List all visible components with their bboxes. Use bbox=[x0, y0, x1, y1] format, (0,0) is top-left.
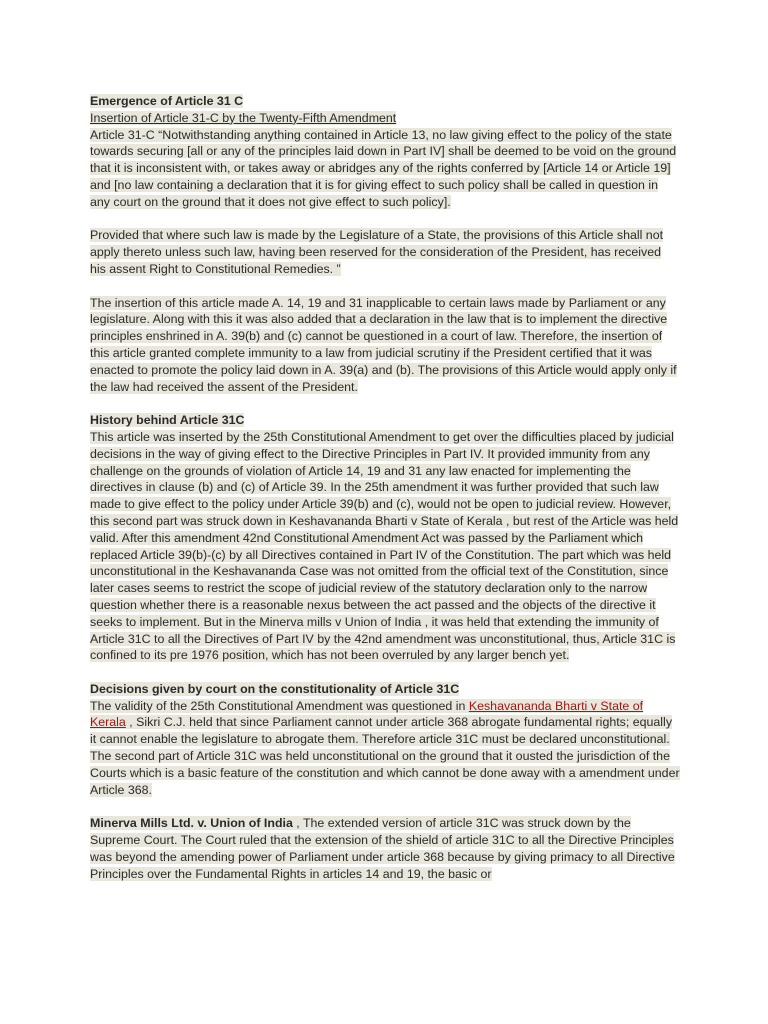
paragraph-insertion-effect-text: The insertion of this article made A. 14, 19 and 31 inapplicable to certain laws made by Parliament or any legislature. Along with this it was also added that a declaration in the law that is to implement the directive principles enshrined in A. 39(b) and (c) cannot be questioned in a court of law. Therefore, the insertion of this article granted complete immunity to a law from judicial scrutiny if the President certified that it was enacted to promote the policy laid down in A. 39(a) and (b). The provisions of this Article would apply only if the law had received the assent of the President. bbox=[90, 295, 677, 394]
heading-history: History behind Article 31C bbox=[90, 413, 245, 428]
section-emergence bbox=[90, 93, 680, 211]
section-history bbox=[90, 412, 680, 664]
document-page bbox=[90, 93, 680, 882]
paragraph-proviso bbox=[90, 227, 680, 277]
paragraph-decisions-text-end: , Sikri C.J. held that since Parliament cannot under article 368 abrogate fundamental rights; equally it cannot enable the legislature to abrogate them. Therefore article 31C must be declared unconstitutional. The second part of Article 31C was held unconstitutional on the ground that it ousted the jurisdiction of the Courts which is a basic feature of the constitution and which cannot be done away with a amendment under Article 368. bbox=[90, 715, 680, 797]
paragraph-decisions-text-start: The validity of the 25th Constitutional Amendment was questioned in bbox=[90, 698, 469, 713]
subheading-insertion: Insertion of Article 31-C by the Twenty-Fifth Amendment bbox=[90, 110, 397, 125]
section-decisions bbox=[90, 681, 680, 799]
case-name-minerva: Minerva Mills Ltd. v. Union of India bbox=[90, 816, 293, 831]
heading-emergence: Emergence of Article 31 C bbox=[90, 94, 244, 108]
paragraph-minerva bbox=[90, 815, 680, 882]
link-keshavananda-case[interactable]: Keshavananda Bharti v State of Kerala bbox=[90, 698, 644, 730]
paragraph-insertion-effect bbox=[90, 295, 680, 396]
paragraph-history-text: This article was inserted by the 25th Constitutional Amendment to get over the difficulties placed by judicial decisions in the way of giving effect to the Directive Principles in Part IV. It provided immunity from any challenge on the grounds of violation of Article 14, 19 and 31 any law enacted for implementing the directives in clause (b) and (c) of Article 39. In the 25th amendment it was further provided that such law made to give effect to the policy under Article 39(b) and (c), would not be open to judicial review. However, this second part was struck down in Keshavananda Bharti v State of Kerala , but rest of the Article was held valid. After this amendment 42nd Constitutional Amendment Act was passed by the Parliament which replaced Article 39(b)-(c) by all Directives contained in Part IV of the Constitution. The part which was held unconstitutional in the Keshavananda Case was not omitted from the official text of the Constitution, since later cases seems to restrict the scope of judicial review of the statutory declaration only to the narrow question whether there is a reasonable nexus between the act passed and the objects of the directive it seeks to implement. But in the Minerva mills v Union of India , it was held that extending the immunity of Article 31C to all the Directives of Part IV by the 42nd amendment was unconstitutional, thus, Article 31C is confined to its pre 1976 position, which has not been overruled by any larger bench yet. bbox=[90, 429, 679, 663]
paragraph-proviso-text: Provided that where such law is made by the Legislature of a State, the provisions of this Article shall not apply thereto unless such law, having been reserved for the consideration of the President, has received his assent Right to Constitutional Remedies. ” bbox=[90, 228, 664, 276]
paragraph-minerva-text: , The extended version of article 31C was struck down by the Supreme Court. The Court ruled that the extension of the shield of article 31C to all the Directive Principles was beyond the amending power of Parliament under article 368 because by giving primacy to all Directive Principles over the Fundamental Rights in articles 14 and 19, the basic or bbox=[90, 816, 675, 881]
heading-decisions: Decisions given by court on the constitutionality of Article 31C bbox=[90, 681, 460, 696]
paragraph-article-31c-text: Article 31-C “Notwithstanding anything contained in Article 13, no law giving effect to the policy of the state towards securing [all or any of the principles laid down in Part IV] shall be deemed to be void on the ground that it is inconsistent with, or takes away or abridges any of the rights conferred by [Article 14 or Article 19] and [no law containing a declaration that it is for giving effect to such policy shall be called in question in any court on the ground that it does not give effect to such policy]. bbox=[90, 127, 677, 209]
